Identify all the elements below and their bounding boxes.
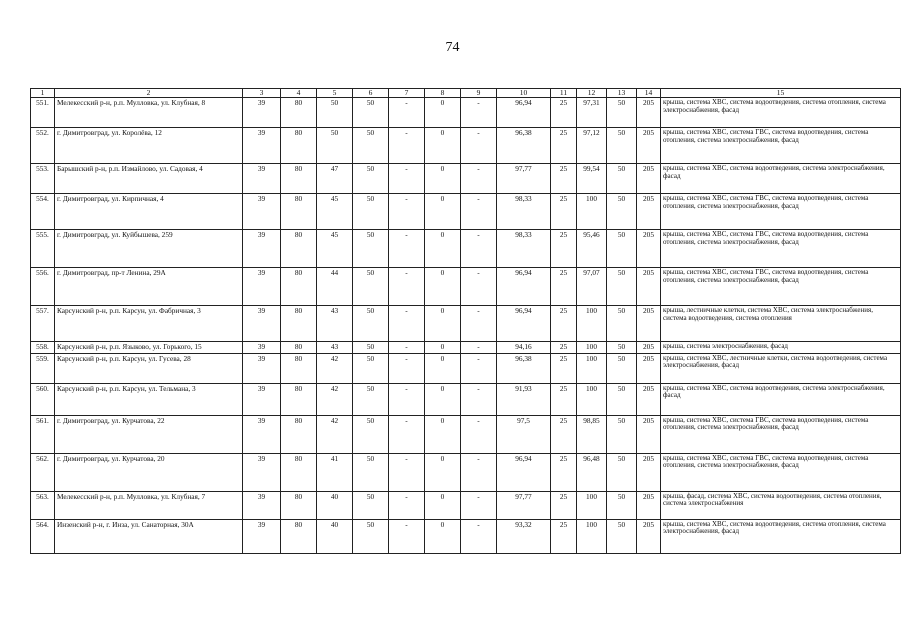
column-number: 7	[389, 89, 425, 98]
value-cell: 25	[551, 353, 577, 383]
value-cell: 100	[577, 194, 607, 230]
column-number: 13	[607, 89, 637, 98]
works-cell: крыша, система электроснабжения, фасад	[661, 342, 901, 353]
value-cell: 0	[425, 268, 461, 306]
value-cell: 50	[353, 383, 389, 415]
value-cell: -	[461, 342, 497, 353]
value-cell: 0	[425, 519, 461, 553]
value-cell: 25	[551, 164, 577, 194]
row-number-cell: 555.	[31, 230, 55, 268]
value-cell: -	[389, 491, 425, 519]
value-cell: -	[461, 491, 497, 519]
value-cell: 80	[281, 194, 317, 230]
value-cell: 205	[637, 519, 661, 553]
works-cell: крыша, фасад, система ХВС, система водоотведения, система отопления, система электроснабжения	[661, 491, 901, 519]
address-cell: Карсунский р-н, р.п. Карсун, ул. Гусева, 28	[55, 353, 243, 383]
column-number-row	[31, 89, 901, 98]
value-cell: 50	[317, 128, 353, 164]
address-cell: г. Димитровград, ул. Королёва, 12	[55, 128, 243, 164]
value-cell: 41	[317, 453, 353, 491]
value-cell: 25	[551, 519, 577, 553]
value-cell: 97,07	[577, 268, 607, 306]
address-cell: г. Димитровград, пр-т Ленина, 29А	[55, 268, 243, 306]
address-cell: Барышский р-н, р.п. Измайлово, ул. Садовая, 4	[55, 164, 243, 194]
value-cell: -	[389, 353, 425, 383]
value-cell: 0	[425, 306, 461, 342]
value-cell: 0	[425, 164, 461, 194]
value-cell: 205	[637, 98, 661, 128]
value-cell: 50	[607, 230, 637, 268]
value-cell: 80	[281, 353, 317, 383]
value-cell: 25	[551, 98, 577, 128]
value-cell: 0	[425, 128, 461, 164]
value-cell: 50	[353, 268, 389, 306]
value-cell: 96,94	[497, 306, 551, 342]
address-cell: г. Димитровград, ул. Курчатова, 20	[55, 453, 243, 491]
value-cell: 97,12	[577, 128, 607, 164]
value-cell: -	[461, 519, 497, 553]
value-cell: 50	[353, 453, 389, 491]
value-cell: 50	[353, 230, 389, 268]
works-cell: крыша, система ХВС, система ГВС, система водоотведения, система отопления, система электроснабжения, фасад	[661, 128, 901, 164]
value-cell: 50	[353, 164, 389, 194]
value-cell: 205	[637, 415, 661, 453]
table-row	[31, 342, 901, 353]
value-cell: 80	[281, 268, 317, 306]
value-cell: 97,77	[497, 491, 551, 519]
works-cell: крыша, система ХВС, система ГВС, система водоотведения, система отопления, система электроснабжения, фасад	[661, 230, 901, 268]
value-cell: -	[389, 306, 425, 342]
value-cell: 50	[607, 268, 637, 306]
column-number: 12	[577, 89, 607, 98]
value-cell: 205	[637, 268, 661, 306]
value-cell: 50	[607, 98, 637, 128]
address-cell: Карсунский р-н, р.п. Карсун, ул. Тельмана, 3	[55, 383, 243, 415]
row-number-cell: 554.	[31, 194, 55, 230]
value-cell: 80	[281, 230, 317, 268]
address-cell: Карсунский р-н, р.п. Карсун, ул. Фабричная, 3	[55, 306, 243, 342]
value-cell: 98,85	[577, 415, 607, 453]
value-cell: 100	[577, 342, 607, 353]
value-cell: 80	[281, 519, 317, 553]
value-cell: 39	[243, 98, 281, 128]
table-row	[31, 98, 901, 128]
value-cell: 39	[243, 230, 281, 268]
works-cell: крыша, система ХВС, система ГВС, система водоотведения, система отопления, система электроснабжения, фасад	[661, 194, 901, 230]
value-cell: -	[389, 268, 425, 306]
value-cell: 96,38	[497, 353, 551, 383]
column-number: 1	[31, 89, 55, 98]
value-cell: 100	[577, 353, 607, 383]
value-cell: 39	[243, 268, 281, 306]
value-cell: 0	[425, 453, 461, 491]
value-cell: 39	[243, 164, 281, 194]
column-number: 2	[55, 89, 243, 98]
value-cell: 25	[551, 306, 577, 342]
value-cell: 44	[317, 268, 353, 306]
value-cell: -	[461, 306, 497, 342]
table-row	[31, 306, 901, 342]
column-number: 3	[243, 89, 281, 98]
value-cell: 45	[317, 194, 353, 230]
table-row	[31, 519, 901, 553]
value-cell: 100	[577, 306, 607, 342]
value-cell: -	[461, 194, 497, 230]
table-row	[31, 415, 901, 453]
value-cell: -	[461, 230, 497, 268]
value-cell: 42	[317, 415, 353, 453]
value-cell: 100	[577, 491, 607, 519]
value-cell: 96,94	[497, 268, 551, 306]
value-cell: 0	[425, 491, 461, 519]
value-cell: 80	[281, 98, 317, 128]
value-cell: 93,32	[497, 519, 551, 553]
value-cell: -	[389, 230, 425, 268]
value-cell: -	[389, 415, 425, 453]
table-row	[31, 491, 901, 519]
value-cell: -	[461, 98, 497, 128]
works-cell: крыша, система ХВС, система водоотведения, система электроснабжения, фасад	[661, 164, 901, 194]
row-number-cell: 552.	[31, 128, 55, 164]
value-cell: 94,16	[497, 342, 551, 353]
value-cell: -	[389, 383, 425, 415]
works-cell: крыша, система ХВС, лестничные клетки, система водоотведения, система электроснабжения, фасад	[661, 353, 901, 383]
value-cell: 0	[425, 415, 461, 453]
value-cell: -	[389, 98, 425, 128]
works-cell: крыша, система ХВС, система ГВС, система водоотведения, система отопления, система электроснабжения, фасад	[661, 415, 901, 453]
value-cell: 80	[281, 453, 317, 491]
value-cell: 50	[607, 415, 637, 453]
value-cell: 96,94	[497, 453, 551, 491]
address-cell: Мелекесский р-н, р.п. Мулловка, ул. Клубная, 7	[55, 491, 243, 519]
value-cell: 97,77	[497, 164, 551, 194]
value-cell: 25	[551, 383, 577, 415]
value-cell: 50	[607, 128, 637, 164]
column-number: 5	[317, 89, 353, 98]
works-cell: крыша, система ХВС, система водоотведения, система отопления, система электроснабжения, фасад	[661, 519, 901, 553]
value-cell: 91,93	[497, 383, 551, 415]
value-cell: -	[389, 164, 425, 194]
value-cell: 98,33	[497, 194, 551, 230]
table-row	[31, 164, 901, 194]
value-cell: 205	[637, 194, 661, 230]
value-cell: 25	[551, 128, 577, 164]
row-number-cell: 556.	[31, 268, 55, 306]
column-number: 15	[661, 89, 901, 98]
value-cell: 205	[637, 164, 661, 194]
register-table	[30, 88, 901, 554]
value-cell: 50	[353, 491, 389, 519]
value-cell: 50	[607, 342, 637, 353]
value-cell: 96,38	[497, 128, 551, 164]
value-cell: 80	[281, 306, 317, 342]
value-cell: 97,31	[577, 98, 607, 128]
table-row	[31, 383, 901, 415]
row-number-cell: 553.	[31, 164, 55, 194]
row-number-cell: 558.	[31, 342, 55, 353]
value-cell: -	[461, 128, 497, 164]
value-cell: -	[461, 453, 497, 491]
column-number: 8	[425, 89, 461, 98]
works-cell: крыша, система ХВС, система ГВС, система водоотведения, система отопления, система электроснабжения, фасад	[661, 453, 901, 491]
value-cell: -	[389, 128, 425, 164]
value-cell: 45	[317, 230, 353, 268]
value-cell: 50	[607, 453, 637, 491]
value-cell: 205	[637, 491, 661, 519]
value-cell: 50	[607, 353, 637, 383]
value-cell: 97,5	[497, 415, 551, 453]
value-cell: 80	[281, 383, 317, 415]
column-number: 11	[551, 89, 577, 98]
value-cell: 50	[317, 98, 353, 128]
value-cell: -	[389, 519, 425, 553]
value-cell: 40	[317, 519, 353, 553]
address-cell: г. Димитровград, ул. Куйбышева, 259	[55, 230, 243, 268]
value-cell: 39	[243, 306, 281, 342]
value-cell: 80	[281, 164, 317, 194]
value-cell: 98,33	[497, 230, 551, 268]
value-cell: -	[389, 194, 425, 230]
row-number-cell: 561.	[31, 415, 55, 453]
column-number: 4	[281, 89, 317, 98]
value-cell: 80	[281, 415, 317, 453]
value-cell: 43	[317, 342, 353, 353]
address-cell: Инзенский р-н, г. Инза, ул. Санаторная, 30А	[55, 519, 243, 553]
value-cell: 25	[551, 491, 577, 519]
value-cell: 80	[281, 342, 317, 353]
value-cell: 0	[425, 383, 461, 415]
value-cell: 39	[243, 353, 281, 383]
value-cell: 39	[243, 194, 281, 230]
works-cell: крыша, лестничные клетки, система ХВС, система электроснабжения, система водоотведения, система отопления	[661, 306, 901, 342]
table-row	[31, 194, 901, 230]
page-number: 74	[445, 40, 460, 55]
value-cell: 100	[577, 519, 607, 553]
value-cell: 205	[637, 342, 661, 353]
value-cell: -	[461, 164, 497, 194]
table-row	[31, 268, 901, 306]
value-cell: 25	[551, 415, 577, 453]
value-cell: -	[461, 268, 497, 306]
column-number: 14	[637, 89, 661, 98]
table-row	[31, 128, 901, 164]
value-cell: 50	[607, 491, 637, 519]
row-number-cell: 563.	[31, 491, 55, 519]
value-cell: 205	[637, 453, 661, 491]
row-number-cell: 557.	[31, 306, 55, 342]
works-cell: крыша, система ХВС, система водоотведения, система отопления, система электроснабжения, фасад	[661, 98, 901, 128]
value-cell: 39	[243, 453, 281, 491]
value-cell: -	[389, 453, 425, 491]
value-cell: 42	[317, 353, 353, 383]
table-row	[31, 353, 901, 383]
value-cell: -	[461, 383, 497, 415]
value-cell: 96,94	[497, 98, 551, 128]
value-cell: 205	[637, 230, 661, 268]
row-number-cell: 564.	[31, 519, 55, 553]
value-cell: 25	[551, 453, 577, 491]
value-cell: 100	[577, 383, 607, 415]
value-cell: 50	[607, 164, 637, 194]
value-cell: 80	[281, 128, 317, 164]
column-number: 9	[461, 89, 497, 98]
row-number-cell: 560.	[31, 383, 55, 415]
value-cell: 50	[353, 342, 389, 353]
value-cell: 47	[317, 164, 353, 194]
address-cell: г. Димитровград, ул. Кирпичная, 4	[55, 194, 243, 230]
value-cell: 39	[243, 128, 281, 164]
value-cell: 42	[317, 383, 353, 415]
value-cell: 50	[607, 383, 637, 415]
value-cell: 25	[551, 230, 577, 268]
value-cell: -	[461, 353, 497, 383]
value-cell: 0	[425, 230, 461, 268]
value-cell: 25	[551, 342, 577, 353]
value-cell: 50	[607, 306, 637, 342]
column-number: 10	[497, 89, 551, 98]
value-cell: 0	[425, 353, 461, 383]
value-cell: 95,46	[577, 230, 607, 268]
row-number-cell: 551.	[31, 98, 55, 128]
value-cell: 43	[317, 306, 353, 342]
value-cell: 39	[243, 491, 281, 519]
value-cell: 50	[353, 194, 389, 230]
value-cell: -	[389, 342, 425, 353]
value-cell: 205	[637, 128, 661, 164]
value-cell: 50	[353, 519, 389, 553]
value-cell: 50	[353, 128, 389, 164]
value-cell: 0	[425, 194, 461, 230]
address-cell: Мелекесский р-н, р.п. Мулловка, ул. Клубная, 8	[55, 98, 243, 128]
value-cell: 205	[637, 353, 661, 383]
value-cell: 40	[317, 491, 353, 519]
works-cell: крыша, система ХВС, система водоотведения, система электроснабжения, фасад	[661, 383, 901, 415]
value-cell: 0	[425, 98, 461, 128]
value-cell: 50	[353, 415, 389, 453]
value-cell: 205	[637, 383, 661, 415]
value-cell: -	[461, 415, 497, 453]
value-cell: 50	[353, 98, 389, 128]
value-cell: 50	[353, 306, 389, 342]
value-cell: 50	[353, 353, 389, 383]
value-cell: 205	[637, 306, 661, 342]
value-cell: 39	[243, 342, 281, 353]
address-cell: г. Димитровград, ул. Курчатова, 22	[55, 415, 243, 453]
value-cell: 0	[425, 342, 461, 353]
value-cell: 39	[243, 519, 281, 553]
row-number-cell: 559.	[31, 353, 55, 383]
value-cell: 39	[243, 415, 281, 453]
column-number: 6	[353, 89, 389, 98]
value-cell: 96,48	[577, 453, 607, 491]
value-cell: 99,54	[577, 164, 607, 194]
table-row	[31, 453, 901, 491]
table-row	[31, 230, 901, 268]
value-cell: 50	[607, 194, 637, 230]
value-cell: 39	[243, 383, 281, 415]
value-cell: 25	[551, 268, 577, 306]
value-cell: 50	[607, 519, 637, 553]
address-cell: Карсунский р-н, р.п. Языково, ул. Горького, 15	[55, 342, 243, 353]
works-cell: крыша, система ХВС, система ГВС, система водоотведения, система отопления, система электроснабжения, фасад	[661, 268, 901, 306]
row-number-cell: 562.	[31, 453, 55, 491]
value-cell: 80	[281, 491, 317, 519]
value-cell: 25	[551, 194, 577, 230]
